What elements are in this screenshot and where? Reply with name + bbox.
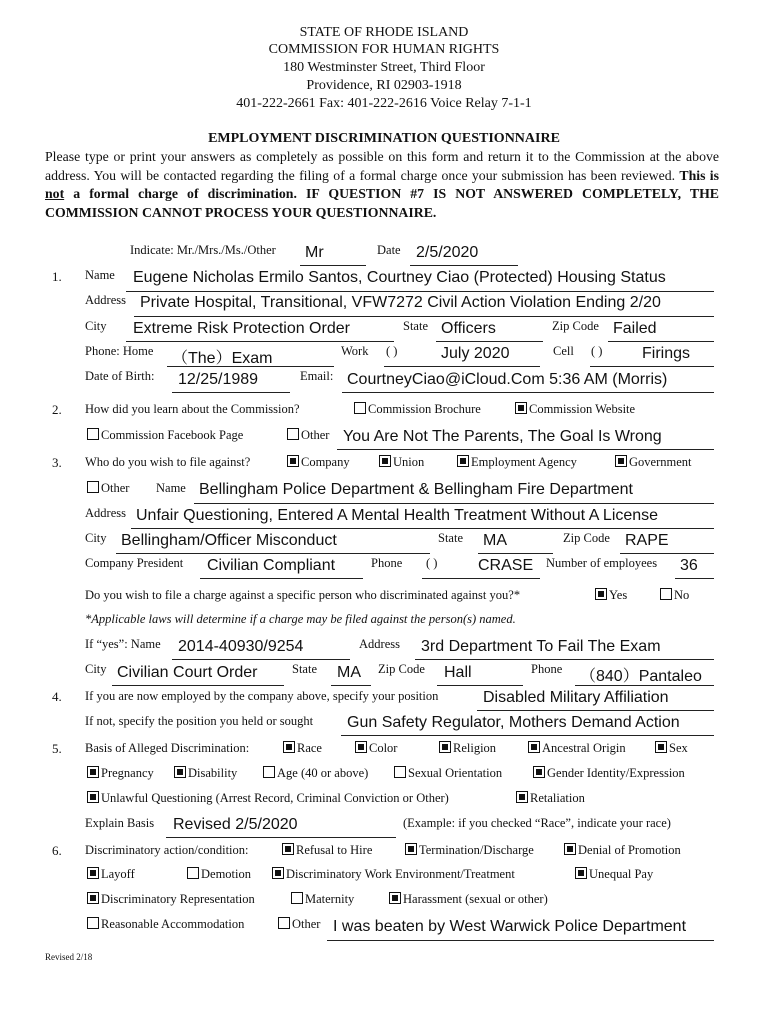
- work-phone-label: Work: [341, 344, 369, 358]
- agency-name: COMMISSION FOR HUMAN RIGHTS: [268, 42, 500, 57]
- option-label: Ancestral Origin: [542, 741, 626, 755]
- checkbox[interactable]: [278, 917, 290, 929]
- option-reasonable-accommodation[interactable]: [87, 917, 244, 932]
- option-brochure[interactable]: [354, 402, 481, 417]
- current-position-field[interactable]: Disabled Military Affiliation: [483, 689, 669, 706]
- option-label: Government: [629, 455, 692, 469]
- respondent-phone-field[interactable]: CRASE: [478, 557, 534, 574]
- option-label: Demotion: [201, 867, 251, 881]
- respondent-address-field[interactable]: Unfair Questioning, Entered A Mental Health Treatment Without A License: [136, 507, 659, 524]
- checkbox[interactable]: [355, 741, 367, 753]
- checkbox[interactable]: [615, 455, 627, 467]
- checkbox[interactable]: [283, 741, 295, 753]
- option-maternity[interactable]: [291, 892, 354, 907]
- respondent-state-label: State: [438, 531, 463, 545]
- option-label: Termination/Discharge: [419, 843, 534, 857]
- person-zip-field[interactable]: Hall: [444, 664, 472, 681]
- option-label: Commission Website: [529, 402, 636, 416]
- prior-position-field[interactable]: Gun Safety Regulator, Mothers Demand Action: [347, 714, 680, 731]
- agency-state: STATE OF RHODE ISLAND: [299, 25, 469, 40]
- option-label: Disability: [188, 766, 238, 780]
- option-representation[interactable]: [87, 892, 255, 907]
- applicable-laws-note: *Applicable laws will determine if a charge may be filed against the person(s) named.: [85, 612, 516, 626]
- q2-number: 2.: [52, 402, 62, 417]
- option-label: Unlawful Questioning (Arrest Record, Criminal Conviction or Other): [101, 791, 449, 805]
- zip-label: Zip Code: [552, 319, 599, 333]
- checkbox[interactable]: [528, 741, 540, 753]
- option-age[interactable]: [263, 766, 368, 781]
- explain-basis-label: Explain Basis: [85, 816, 155, 830]
- option-label: Race: [297, 741, 322, 755]
- respondent-zip-label: Zip Code: [563, 531, 610, 545]
- option-label: Reasonable Accommodation: [101, 917, 245, 931]
- respondent-city-field[interactable]: Bellingham/Officer Misconduct: [121, 532, 337, 549]
- option-termination[interactable]: [405, 843, 534, 858]
- option-demotion[interactable]: [187, 867, 251, 882]
- checkbox[interactable]: [575, 867, 587, 879]
- option-label: Color: [369, 741, 398, 755]
- option-label: Other: [101, 481, 130, 495]
- option-facebook[interactable]: [87, 428, 243, 443]
- option-label: Layoff: [101, 867, 135, 881]
- option-label: Other: [292, 917, 321, 931]
- email-label: Email:: [300, 369, 334, 383]
- revision-footer: Revised 2/18: [45, 952, 93, 962]
- option-label: Sex: [669, 741, 688, 755]
- specific-person-question: Do you wish to file a charge against a specific person who discriminated against you?*: [85, 588, 521, 602]
- option-work-environment[interactable]: [272, 867, 515, 882]
- checkbox[interactable]: [595, 588, 607, 600]
- dob-field[interactable]: 12/25/1989: [178, 371, 259, 388]
- cell-phone-label: Cell: [553, 344, 574, 358]
- president-label: Company President: [85, 556, 184, 570]
- option-label: Sexual Orientation: [408, 766, 503, 780]
- checkbox[interactable]: [379, 455, 391, 467]
- name-field[interactable]: Eugene Nicholas Ermilo Santos, Courtney Ciao (Protected) Housing Status: [133, 269, 666, 286]
- checkbox[interactable]: [564, 843, 576, 855]
- address-label: Address: [85, 293, 126, 307]
- person-state-field[interactable]: MA: [337, 664, 361, 681]
- checkbox[interactable]: [291, 892, 303, 904]
- form-title: EMPLOYMENT DISCRIMINATION QUESTIONNAIRE: [208, 131, 560, 146]
- salutation-label: Indicate: Mr./Mrs./Ms./Other: [130, 243, 276, 257]
- option-unequal-pay[interactable]: [575, 867, 653, 882]
- person-phone-field[interactable]: （840）Pantaleo: [580, 668, 702, 685]
- option-label: Denial of Promotion: [578, 843, 681, 857]
- current-position-label: If you are now employed by the company above, specify your position: [85, 689, 439, 703]
- option-company[interactable]: [287, 455, 350, 470]
- option-religion[interactable]: [439, 741, 496, 756]
- q2-question: How did you learn about the Commission?: [85, 402, 300, 416]
- respondent-state-field[interactable]: MA: [483, 532, 507, 549]
- checkbox[interactable]: [354, 402, 366, 414]
- option-label: Commission Brochure: [368, 402, 481, 416]
- checkbox[interactable]: [394, 766, 406, 778]
- option-label: Retaliation: [530, 791, 585, 805]
- person-city-label: City: [85, 662, 107, 676]
- option-label: Yes: [609, 588, 628, 602]
- instructions-not: not: [45, 186, 65, 201]
- respondent-phone-paren: ( ): [426, 556, 438, 570]
- respondent-name-label: Name: [156, 481, 186, 495]
- option-website[interactable]: [515, 402, 635, 417]
- checkbox[interactable]: [263, 766, 275, 778]
- option-retaliation[interactable]: [516, 791, 585, 806]
- checkbox[interactable]: [457, 455, 469, 467]
- option-sex[interactable]: [655, 741, 688, 756]
- salutation-field[interactable]: Mr: [305, 244, 324, 261]
- option-agency[interactable]: [457, 455, 577, 470]
- option-denial-of-promotion[interactable]: [564, 843, 681, 858]
- name-label: Name: [85, 268, 115, 282]
- q3-number: 3.: [52, 455, 62, 470]
- respondent-city-label: City: [85, 531, 107, 545]
- option-label: Employment Agency: [471, 455, 577, 469]
- form-instructions: [45, 148, 719, 222]
- checkbox[interactable]: [533, 766, 545, 778]
- option-label: Union: [393, 455, 425, 469]
- option-race[interactable]: [283, 741, 322, 756]
- option-label: Religion: [453, 741, 497, 755]
- option-label: Other: [301, 428, 330, 442]
- q2-other-field[interactable]: You Are Not The Parents, The Goal Is Wrong: [343, 428, 662, 445]
- option-government[interactable]: [615, 455, 691, 470]
- option-label: Gender Identity/Expression: [547, 766, 685, 780]
- checkbox[interactable]: [655, 741, 667, 753]
- checkbox[interactable]: [87, 791, 99, 803]
- state-label: State: [403, 319, 428, 333]
- dob-label: Date of Birth:: [85, 369, 155, 383]
- option-label: Harassment (sexual or other): [403, 892, 548, 906]
- person-address-field[interactable]: 3rd Department To Fail The Exam: [421, 638, 661, 655]
- checkbox[interactable]: [87, 867, 99, 879]
- option-other[interactable]: [287, 428, 329, 443]
- instructions-bold-a: This is: [679, 167, 720, 183]
- prior-position-label: If not, specify the position you held or sought: [85, 714, 314, 728]
- q4-number: 4.: [52, 689, 62, 704]
- agency-street: 180 Westminster Street, Third Floor: [283, 60, 485, 75]
- checkbox[interactable]: [439, 741, 451, 753]
- option-label: Discriminatory Work Environment/Treatment: [286, 867, 515, 881]
- q3-question: Who do you wish to file against?: [85, 455, 251, 469]
- if-yes-name-label: If “yes”: Name: [85, 637, 161, 651]
- president-field[interactable]: Civilian Compliant: [207, 557, 336, 574]
- date-label: Date: [377, 243, 401, 257]
- option-label: Pregnancy: [101, 766, 154, 780]
- checkbox[interactable]: [515, 402, 527, 414]
- address-field[interactable]: Private Hospital, Transitional, VFW7272 Civil Action Violation Ending 2/20: [140, 294, 661, 311]
- option-label: Unequal Pay: [589, 867, 654, 881]
- city-field[interactable]: Extreme Risk Protection Order: [133, 320, 350, 337]
- option-label: No: [674, 588, 690, 602]
- option-disability[interactable]: [174, 766, 237, 781]
- person-phone-label: Phone: [531, 662, 563, 676]
- option-color[interactable]: [355, 741, 397, 756]
- date-field[interactable]: 2/5/2020: [416, 244, 479, 261]
- employees-field[interactable]: 36: [680, 557, 698, 574]
- checkbox[interactable]: [287, 455, 299, 467]
- instructions-bold-b: a formal charge of discrimination. IF QUESTION #7 IS NOT ANSWERED COMPLETELY, THE COMMISSION CANNOT PROCESS YOUR QUESTIONNAIRE.: [45, 186, 719, 220]
- q6-number: 6.: [52, 843, 62, 858]
- person-city-field[interactable]: Civilian Court Order: [117, 664, 258, 681]
- option-label: Age (40 or above): [277, 766, 369, 780]
- respondent-address-label: Address: [85, 506, 126, 520]
- if-yes-name-field[interactable]: 2014-40930/9254: [178, 638, 304, 655]
- q5-question: Basis of Alleged Discrimination:: [85, 741, 250, 755]
- option-harassment[interactable]: [389, 892, 548, 907]
- option-yes[interactable]: [595, 588, 627, 603]
- option-layoff[interactable]: [87, 867, 135, 882]
- option-label: Commission Facebook Page: [101, 428, 244, 442]
- option-label: Company: [301, 455, 350, 469]
- work-phone-field[interactable]: July 2020: [441, 345, 510, 362]
- option-ancestral-origin[interactable]: [528, 741, 626, 756]
- option-label: Refusal to Hire: [296, 843, 373, 857]
- agency-city: Providence, RI 02903-1918: [306, 78, 462, 93]
- option-other-respondent[interactable]: [87, 481, 129, 496]
- checkbox[interactable]: [389, 892, 401, 904]
- person-zip-label: Zip Code: [378, 662, 425, 676]
- option-no[interactable]: [660, 588, 689, 603]
- cell-phone-paren: ( ): [591, 344, 603, 358]
- email-field[interactable]: CourtneyCiao@iCloud.Com 5:36 AM (Morris): [347, 371, 668, 388]
- option-label: Discriminatory Representation: [101, 892, 255, 906]
- option-union[interactable]: [379, 455, 424, 470]
- option-label: Maternity: [305, 892, 355, 906]
- instructions-text: Please type or print your answers as completely as possible on this form and return it to the Commission at the above address. You will be contacted regarding the filing of a formal charge once your submission has been reviewed.: [45, 149, 719, 183]
- checkbox[interactable]: [87, 481, 99, 493]
- work-phone-paren: ( ): [386, 344, 398, 358]
- agency-phones: 401-222-2661 Fax: 401-222-2616 Voice Relay 7-1-1: [236, 96, 532, 111]
- respondent-name-field[interactable]: Bellingham Police Department & Bellingham Fire Department: [199, 481, 633, 498]
- respondent-zip-field[interactable]: RAPE: [625, 532, 669, 549]
- q1-number: 1.: [52, 269, 62, 284]
- checkbox[interactable]: [287, 428, 299, 440]
- checkbox[interactable]: [660, 588, 672, 600]
- checkbox[interactable]: [87, 428, 99, 440]
- checkbox[interactable]: [187, 867, 199, 879]
- checkbox[interactable]: [87, 766, 99, 778]
- option-sexual-orientation[interactable]: [394, 766, 502, 781]
- home-phone-field[interactable]: （The）Exam: [172, 350, 273, 367]
- q5-number: 5.: [52, 741, 62, 756]
- q6-other-field[interactable]: I was beaten by West Warwick Police Department: [333, 918, 687, 935]
- respondent-phone-label: Phone: [371, 556, 403, 570]
- option-unlawful-questioning[interactable]: [87, 791, 449, 806]
- option-other-action[interactable]: [278, 917, 320, 932]
- employees-label: Number of employees: [546, 556, 658, 570]
- city-label: City: [85, 319, 107, 333]
- state-field[interactable]: Officers: [441, 320, 496, 337]
- person-address-label: Address: [359, 637, 400, 651]
- explain-basis-example: (Example: if you checked “Race”, indicate your race): [403, 816, 671, 830]
- option-pregnancy[interactable]: [87, 766, 154, 781]
- checkbox[interactable]: [87, 917, 99, 929]
- checkbox[interactable]: [405, 843, 417, 855]
- person-state-label: State: [292, 662, 317, 676]
- option-gender-identity[interactable]: [533, 766, 685, 781]
- checkbox[interactable]: [282, 843, 294, 855]
- option-refusal-to-hire[interactable]: [282, 843, 372, 858]
- explain-basis-field[interactable]: Revised 2/5/2020: [173, 816, 298, 833]
- checkbox[interactable]: [87, 892, 99, 904]
- home-phone-label: Phone: Home: [85, 344, 154, 358]
- checkbox[interactable]: [516, 791, 528, 803]
- cell-phone-field[interactable]: Firings: [642, 345, 691, 362]
- checkbox[interactable]: [174, 766, 186, 778]
- zip-field[interactable]: Failed: [613, 320, 657, 337]
- checkbox[interactable]: [272, 867, 284, 879]
- q6-question: Discriminatory action/condition:: [85, 843, 249, 857]
